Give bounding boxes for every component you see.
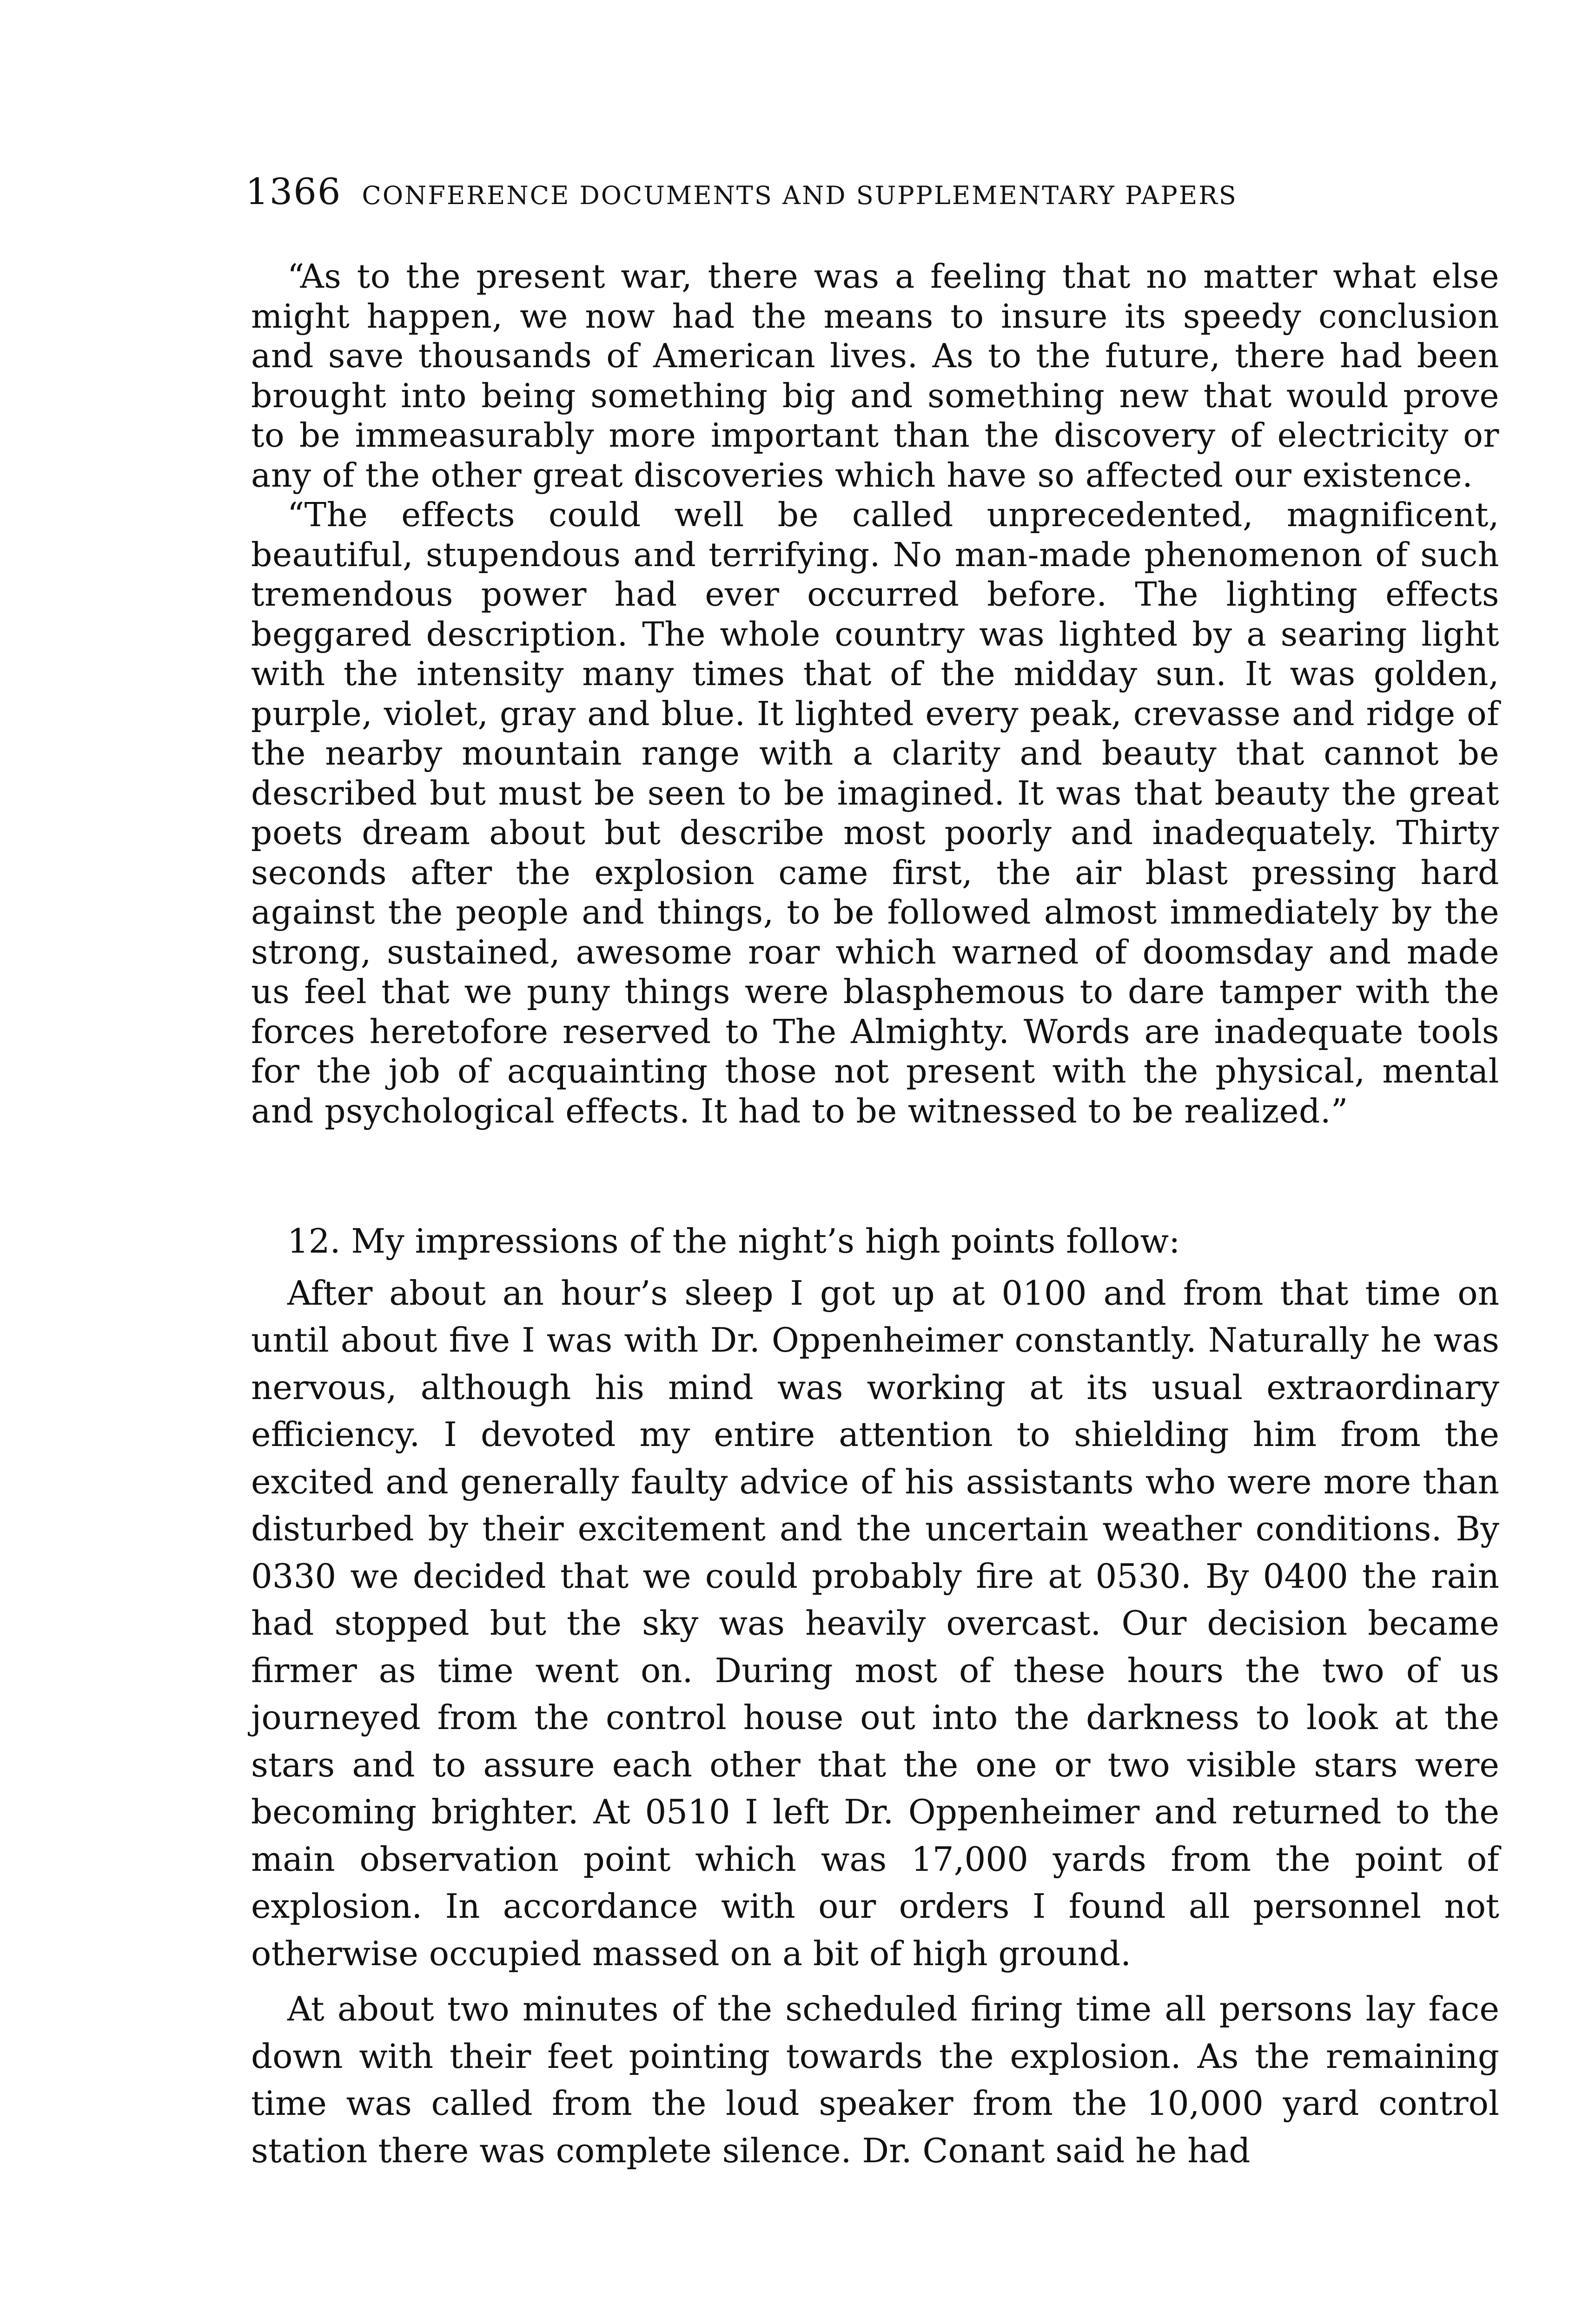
page-header [245, 171, 1501, 213]
body-paragraph: At about two minutes of the scheduled firing time all persons lay face down with their feet pointing towards the explosion. As the remaining time was called from the loud speaker from the 10,000 yard control station there was complete silence. Dr. Conant said he had [251, 1989, 1499, 2170]
section-heading: 12. My impressions of the night’s high points follow: [287, 1221, 1180, 1261]
quote-paragraph: “The effects could well be called unprecedented, magnificent, beautiful, stupendous and terrifying. No man-made phenomenon of such tremendous power had ever occurred before. The lighting effects beggared description. The whole country was lighted by a searing light with the intensity many times that of the midday sun. It was golden, purple, violet, gray and blue. It lighted every peak, crevasse and ridge of the nearby mountain range with a clarity and beauty that cannot be described but must be seen to be imagined. It was that beauty the great poets dream about but describe most poorly and inadequately. Thirty seconds after the explosion came first, the air blast pressing hard against the people and things, to be followed almost immediately by the strong, sustained, awesome roar which warned of doomsday and made us feel that we puny things were blasphemous to dare tamper with the forces heretofore reserved to The Almighty. Words are inadequate tools for the job of acquainting those not present with the physical, mental and psychological effects. It had to be witnessed to be realized.” [251, 495, 1499, 1130]
body-paragraph: After about an hour’s sleep I got up at 0100 and from that time on until about five I was with Dr. Oppenheimer constantly. Naturally he was nervous, although his mind was working at its usual extraordinary efficiency. I devoted my entire attention to shielding him from the excited and generally faulty advice of his assistants who were more than disturbed by their excitement and the uncertain weather conditions. By 0330 we decided that we could probably fire at 0530. By 0400 the rain had stopped but the sky was heavily overcast. Our decision became firmer as time went on. During most of these hours the two of us journeyed from the control house out into the darkness to look at the stars and to assure each other that the one or two visible stars were becoming brighter. At 0510 I left Dr. Oppenheimer and returned to the main observation point which was 17,000 yards from the point of explosion. In accordance with our orders I found all personnel not otherwise occupied massed on a bit of high ground. [251, 1273, 1499, 1973]
running-head: CONFERENCE DOCUMENTS AND SUPPLEMENTARY PAPERS [362, 181, 1238, 210]
body-text [251, 1218, 1499, 2174]
quote-paragraph: “As to the present war, there was a feeling that no matter what else might happen, we now had the means to insure its speedy conclusion and save thousands of American lives. As to the future, there had been brought into being something big and something new that would prove to be immeasurably more important than the discovery of electricity or any of the other great discoveries which have so affected our existence. [251, 257, 1499, 495]
page-number: 1366 [245, 171, 342, 213]
quoted-report [251, 257, 1499, 1131]
